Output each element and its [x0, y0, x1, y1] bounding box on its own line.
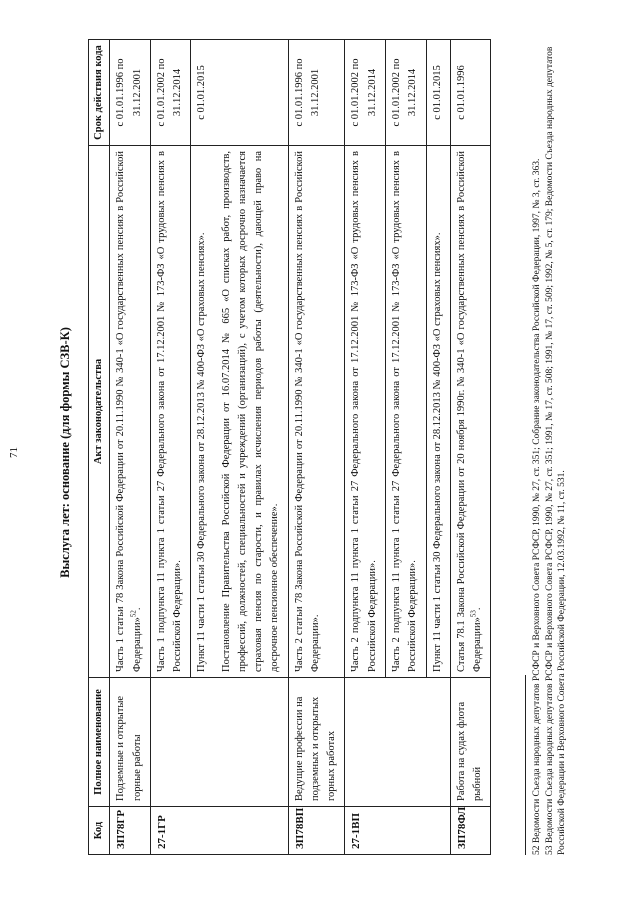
header-name: Полное наименование	[89, 678, 110, 807]
footnote-ref: 53	[469, 610, 478, 618]
header-act: Акт законодательства	[89, 146, 110, 678]
row-act: Часть 1 статьи 78 Закона Российской Федерации от 20.11.1990 № 340-1 «О государственных пенсиях в Российской Федерации»$^{52}$.	[110, 146, 151, 678]
row-act: Статья 78.1 Закона Российской Федерации от 20 ноября 1990г. № 340-1 «О государственных пенсиях в Российской Федерации»$^{53}$.	[450, 146, 491, 678]
table-row	[288, 40, 345, 855]
row-act	[191, 146, 288, 678]
act-text: Статья 78.1 Закона Российской Федерации от 20 ноября 1990г. № 340-1 «О государственных пенсиях в Российской Федерации»	[455, 151, 484, 672]
table-row	[150, 40, 191, 855]
footnote-ref: 52	[129, 610, 138, 618]
row-name	[150, 678, 288, 807]
row-period: с 01.01.2015	[426, 40, 450, 146]
row-period: с 01.01.2002 по 31.12.2014	[385, 40, 426, 146]
row-code: ЗП78ГР	[110, 807, 151, 855]
table-row	[345, 40, 386, 855]
row-period: с 01.01.2015	[191, 40, 288, 146]
row-act: Часть 2 подпункта 11 пункта 1 статьи 27 Федерального закона от 17.12.2001 № 173-ФЗ «О трудовых пенсиях в Российской Федерации».	[345, 146, 386, 678]
table-header-row	[89, 40, 110, 855]
legislation-table	[88, 39, 491, 855]
row-act: Часть 2 статьи 78 Закона Российской Федерации от 20.11.1990 № 340-1 «О государственных пенсиях в Российской Федерации».	[288, 146, 345, 678]
row-code: 27-1ВП	[345, 807, 450, 855]
page-title: Выслуга лет: основание (для формы СЗВ-К)	[58, 327, 72, 578]
row-name: Ведущие профессии на подземных и открытых горных работах	[288, 678, 345, 807]
row-code: ЗП78ВП	[288, 807, 345, 855]
row-name: Работа на судах флота рыбной	[450, 678, 491, 807]
header-period: Срок действия кода	[89, 40, 110, 146]
act-text: Пункт 11 части 1 статьи 30 Федерального закона от 28.12.2013 № 400-ФЗ «О страховых пенсиях».	[196, 232, 208, 672]
table-row	[110, 40, 151, 855]
header-code: Код	[89, 807, 110, 855]
row-name	[345, 678, 450, 807]
row-period: с 01.01.1996 по 31.12.2001	[110, 40, 151, 146]
footnote-divider	[525, 675, 526, 855]
row-period: с 01.01.1996	[450, 40, 491, 146]
row-act: Часть 2 подпункта 11 пункта 1 статьи 27 Федерального закона от 17.12.2001 № 173-ФЗ «О трудовых пенсиях в Российской Федерации».	[385, 146, 426, 678]
page-number: 71	[8, 447, 20, 458]
act-text-secondary: Постановление Правительства Российской Федерации от 16.07.2014 № 665 «О списках работ, производств, профессий, должностей, специальностей и учреждений (организаций), с учетом которых досрочно назначается страховая пенсия по старости, и правилах исчисления периодов работы (деятельности), дающей право на досрочное пенсионное обеспечение».	[220, 151, 281, 672]
act-text: Часть 1 статьи 78 Закона Российской Федерации от 20.11.1990 № 340-1 «О государственных пенсиях в Российской Федерации»	[115, 151, 143, 672]
row-act: Пункт 11 части 1 статьи 30 Федерального закона от 28.12.2013 № 400-ФЗ «О страховых пенсиях».	[426, 146, 450, 678]
footnote-52: 52 Ведомости Съезда народных депутатов РСФСР и Верховного Совета РСФСР, 1990, № 27, ст. 351; Собрание законодательства Российской Федерации, 1997, № 3, ст. 363.	[532, 158, 542, 855]
footnote-53: 53 Ведомости Съезда народных депутатов РСФСР и Верховного Совета РСФСР, 1990, № 27, ст. 351; 1991, № 17, ст. 508; 1991, № 17, ст. 509; 1992, № 5, ст. 179; Ведомости Съезда народных депутатов Российской Федерации и Верховного Совета Российской Федерации, 12.03.1992, № 11, ст. 531.	[544, 46, 567, 855]
footnotes	[532, 40, 570, 855]
row-period: с 01.01.1996 по 31.12.2001	[288, 40, 345, 146]
row-period: с 01.01.2002 по 31.12.2014	[345, 40, 386, 146]
row-code: 27-1ГР	[150, 807, 288, 855]
table-row	[450, 40, 491, 855]
row-period: с 01.01.2002 по 31.12.2014	[150, 40, 191, 146]
row-name: Подземные и открытые горные работы	[110, 678, 151, 807]
row-code: ЗП78ФЛ	[450, 807, 491, 855]
row-act: Часть 1 подпункта 11 пункта 1 статьи 27 Федерального закона от 17.12.2001 № 173-ФЗ «О трудовых пенсиях в Российской Федерации».	[150, 146, 191, 678]
